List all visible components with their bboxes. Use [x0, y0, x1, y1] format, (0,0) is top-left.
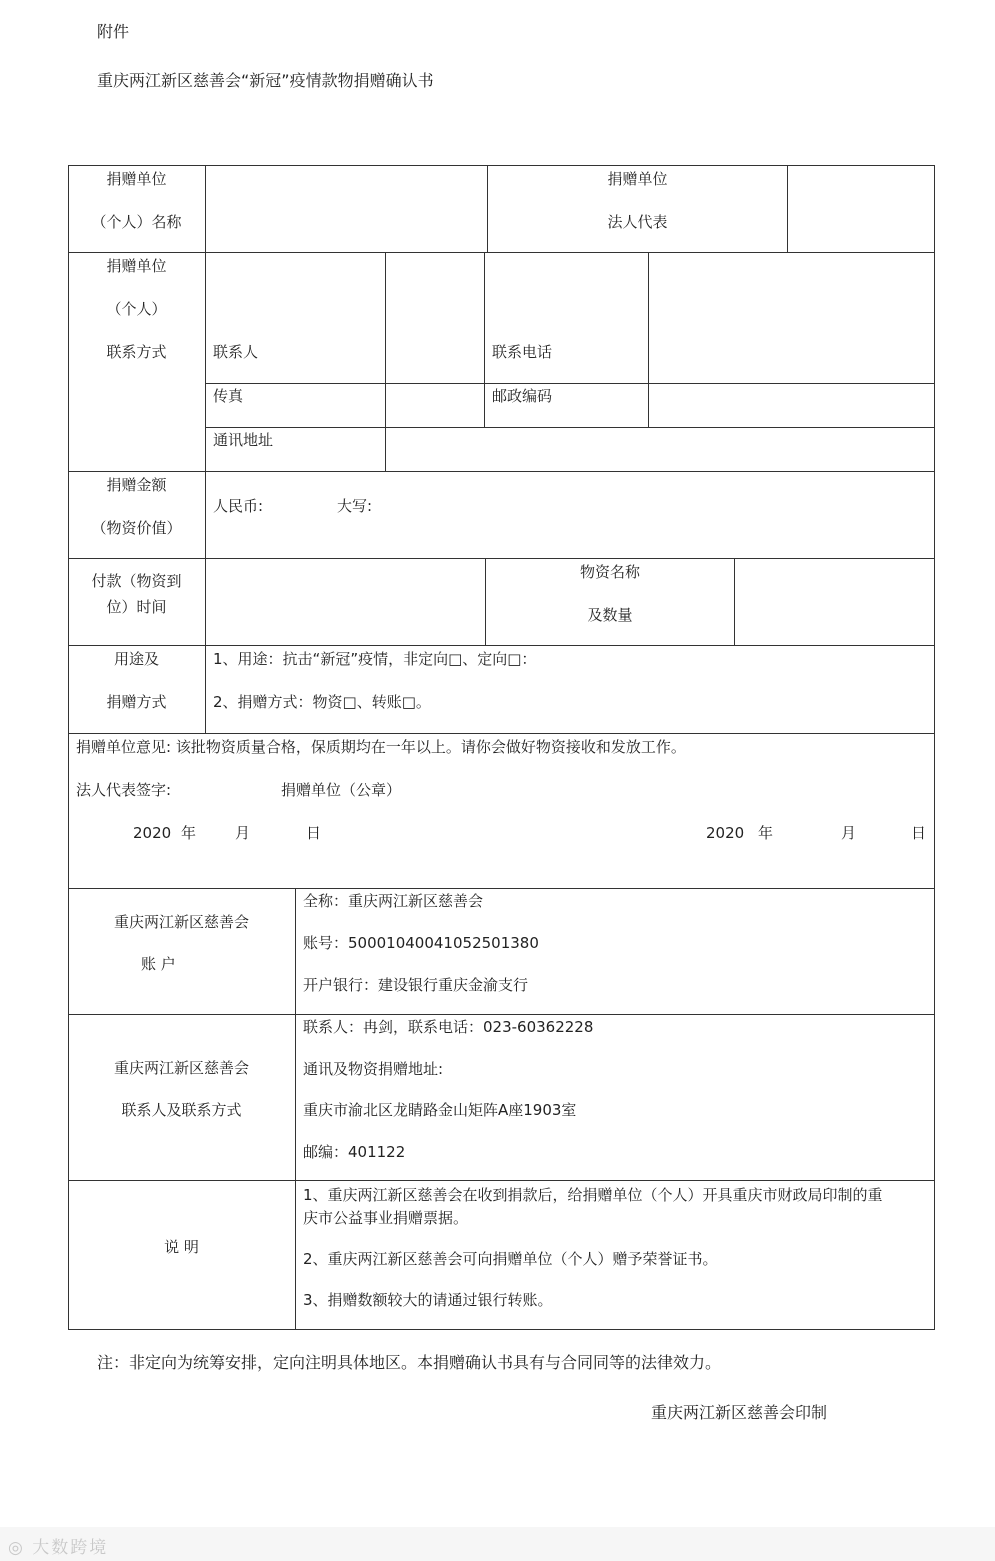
rmb-label: 人民币: [213, 497, 264, 515]
amount-label: 捐赠金额 [106, 476, 167, 494]
contact-person-field[interactable] [386, 253, 483, 382]
date-right-year-unit: 年 [758, 824, 774, 842]
account-label-line2: 账 户 [141, 955, 176, 973]
postcode-label: 邮政编码 [492, 387, 553, 405]
signature-label: 法人代表签字: [76, 781, 172, 799]
org-address: 重庆市渝北区龙睛路金山矩阵A座1903室 [303, 1101, 577, 1119]
org-contact-person-phone: 联系人：冉剑，联系电话：023-60362228 [303, 1018, 594, 1036]
usage-label-line2: 捐赠方式 [106, 693, 167, 711]
account-full-name: 全称：重庆两江新区慈善会 [303, 892, 484, 910]
date-left-year-unit: 年 [181, 824, 197, 842]
seal-label: 捐赠单位（公章） [281, 781, 402, 799]
col-divider [295, 888, 296, 1330]
watermark-logo-icon: ◎ [8, 1538, 25, 1558]
address-label: 通讯地址 [213, 431, 274, 449]
row-divider [68, 471, 935, 472]
contact-section-label: 捐赠单位 [106, 257, 167, 275]
date-left-month-unit: 月 [235, 824, 251, 842]
legal-rep-label: 捐赠单位 [607, 170, 668, 188]
donor-name-label: 捐赠单位 [106, 170, 167, 188]
contact-person-label: 联系人 [213, 343, 259, 361]
goods-label: 物资名称 [579, 563, 640, 581]
row-divider [68, 645, 935, 646]
footer-note: 注：非定向为统筹安排，定向注明具体地区。本捐赠确认书具有与合同同等的法律效力。 [97, 1353, 722, 1372]
date-left-day-unit: 日 [306, 824, 322, 842]
capital-amount-label: 大写: [337, 497, 373, 515]
issuer-label: 重庆两江新区慈善会印制 [651, 1403, 828, 1422]
contact-phone-field[interactable] [649, 253, 934, 382]
usage-label: 用途及 [113, 650, 159, 668]
fax-field[interactable] [386, 384, 483, 426]
watermark-text: 大数跨境 [32, 1538, 109, 1558]
explanation-item-1-cont: 庆市公益事业捐赠票据。 [303, 1209, 469, 1227]
donor-name-field[interactable] [206, 166, 486, 251]
row-divider [68, 1014, 935, 1015]
payment-time-field[interactable] [206, 559, 484, 644]
contact-section-label-line2: （个人） [106, 300, 167, 318]
explanation-item-2: 2、重庆两江新区慈善会可向捐赠单位（个人）赠予荣誉证书。 [303, 1250, 718, 1268]
row-divider [68, 733, 935, 734]
donor-name-label-line2: （个人）名称 [91, 213, 182, 231]
document-title: 重庆两江新区慈善会“新冠”疫情款物捐赠确认书 [97, 71, 434, 90]
account-label: 重庆两江新区慈善会 [113, 913, 249, 931]
method-line[interactable]: 2、捐赠方式：物资□、转账□。 [213, 693, 431, 711]
legal-rep-label-line2: 法人代表 [607, 213, 668, 231]
payment-time-label: 付款（物资到 [91, 572, 182, 590]
donor-opinion: 捐赠单位意见: 该批物资质量合格，保质期均在一年以上。请你会做好物资接收和发放工作。 [76, 738, 686, 756]
explanation-item-1: 1、重庆两江新区慈善会在收到捐款后，给捐赠单位（个人）开具重庆市财政局印制的重 [303, 1186, 883, 1204]
watermark [8, 1533, 108, 1558]
date-right-year: 2020 [706, 824, 745, 842]
fax-label: 传真 [213, 387, 244, 405]
org-contact-label: 重庆两江新区慈善会 [113, 1059, 249, 1077]
row-divider [68, 888, 935, 889]
explanation-label: 说 明 [164, 1238, 199, 1256]
date-right-day-unit: 日 [911, 824, 927, 842]
goods-label-line2: 及数量 [587, 606, 633, 624]
contact-section-label-line3: 联系方式 [106, 343, 167, 361]
postcode-field[interactable] [649, 384, 934, 426]
watermark-band [0, 1527, 995, 1561]
payment-time-label-line2: 位）时间 [106, 598, 167, 616]
account-number: 账号：50001040041052501380 [303, 934, 539, 952]
goods-field[interactable] [735, 559, 934, 644]
org-address-label: 通讯及物资捐赠地址: [303, 1060, 444, 1078]
account-bank: 开户银行：建设银行重庆金渝支行 [303, 976, 529, 994]
explanation-item-3: 3、捐赠数额较大的请通过银行转账。 [303, 1291, 553, 1309]
date-left-year: 2020 [133, 824, 172, 842]
amount-label-line2: （物资价值） [91, 519, 182, 537]
usage-line[interactable]: 1、用途：抗击“新冠”疫情，非定向□、定向□： [213, 650, 537, 668]
col-divider [484, 252, 485, 427]
legal-rep-field[interactable] [788, 166, 934, 251]
address-field[interactable] [386, 428, 934, 470]
contact-phone-label: 联系电话 [492, 343, 553, 361]
org-contact-label-line2: 联系人及联系方式 [121, 1101, 242, 1119]
org-postcode: 邮编：401122 [303, 1143, 406, 1161]
date-right-month-unit: 月 [841, 824, 857, 842]
attachment-label: 附件 [97, 22, 130, 41]
row-divider [68, 1180, 935, 1181]
